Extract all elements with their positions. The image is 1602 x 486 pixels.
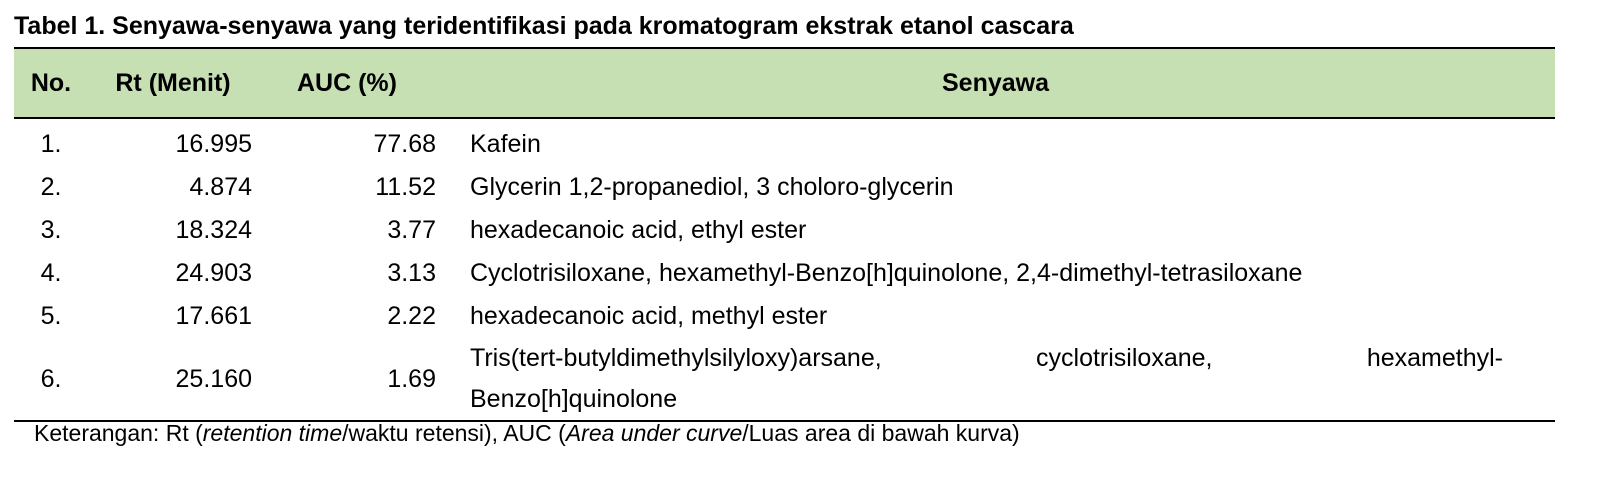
cell-auc: 2.22 bbox=[387, 302, 436, 330]
cell-no: 2. bbox=[40, 173, 62, 201]
cell-senyawa-line2: Benzo[h]quinolone bbox=[470, 385, 678, 413]
cell-senyawa-line1: Tris(tert-butyldimethylsilyloxy)arsane, cyclotrisiloxane, hexamethyl- bbox=[470, 344, 1503, 372]
header-auc: AUC (%) bbox=[297, 68, 397, 97]
table-row bbox=[14, 166, 1555, 209]
header-no: No. bbox=[30, 68, 72, 97]
cell-rt: 4.874 bbox=[189, 173, 252, 201]
table-row bbox=[14, 209, 1555, 252]
cell-senyawa: Glycerin 1,2-propanediol, 3 choloro-glycerin bbox=[470, 173, 954, 201]
footnote-auc-term: Area under curve bbox=[565, 420, 743, 446]
cell-senyawa: hexadecanoic acid, ethyl ester bbox=[470, 216, 807, 244]
table-row bbox=[14, 118, 1555, 166]
cell-senyawa: hexadecanoic acid, methyl ester bbox=[470, 302, 828, 330]
table-row bbox=[14, 295, 1555, 338]
cell-rt: 18.324 bbox=[175, 216, 252, 244]
table-row bbox=[14, 338, 1555, 421]
cell-rt: 17.661 bbox=[175, 302, 252, 330]
table-footnote bbox=[34, 420, 1020, 447]
cell-no: 4. bbox=[40, 259, 62, 287]
footnote-rt-translation: /waktu retensi), AUC ( bbox=[342, 420, 566, 446]
footnote-auc-translation: /Luas area di bawah kurva) bbox=[742, 420, 1020, 446]
cell-no: 5. bbox=[40, 302, 62, 330]
compounds-table bbox=[14, 47, 1555, 422]
cell-rt: 16.995 bbox=[175, 130, 252, 158]
table-header-row bbox=[14, 48, 1555, 118]
table-row bbox=[14, 252, 1555, 295]
cell-auc: 77.68 bbox=[373, 130, 436, 158]
cell-senyawa: Cyclotrisiloxane, hexamethyl-Benzo[h]quinolone, 2,4-dimethyl-tetrasiloxane bbox=[470, 259, 1303, 287]
footnote-prefix: Keterangan: Rt ( bbox=[34, 420, 203, 446]
header-senyawa: Senyawa bbox=[941, 68, 1049, 97]
cell-auc: 11.52 bbox=[375, 173, 436, 201]
cell-auc: 3.77 bbox=[387, 216, 436, 244]
cell-rt: 24.903 bbox=[175, 259, 252, 287]
cell-no: 1. bbox=[40, 130, 62, 158]
cell-no: 6. bbox=[14, 338, 88, 421]
cell-no: 3. bbox=[40, 216, 62, 244]
footnote-rt-term: retention time bbox=[202, 420, 343, 446]
header-rt: Rt (Menit) bbox=[115, 68, 231, 97]
cell-senyawa bbox=[436, 338, 1555, 421]
cell-auc: 1.69 bbox=[258, 338, 436, 421]
table-title: Tabel 1. Senyawa-senyawa yang teridentifikasi pada kromatogram ekstrak etanol cascara bbox=[14, 12, 1074, 40]
cell-auc: 3.13 bbox=[387, 259, 436, 287]
cell-rt: 25.160 bbox=[88, 338, 258, 421]
cell-senyawa: Kafein bbox=[470, 130, 541, 158]
